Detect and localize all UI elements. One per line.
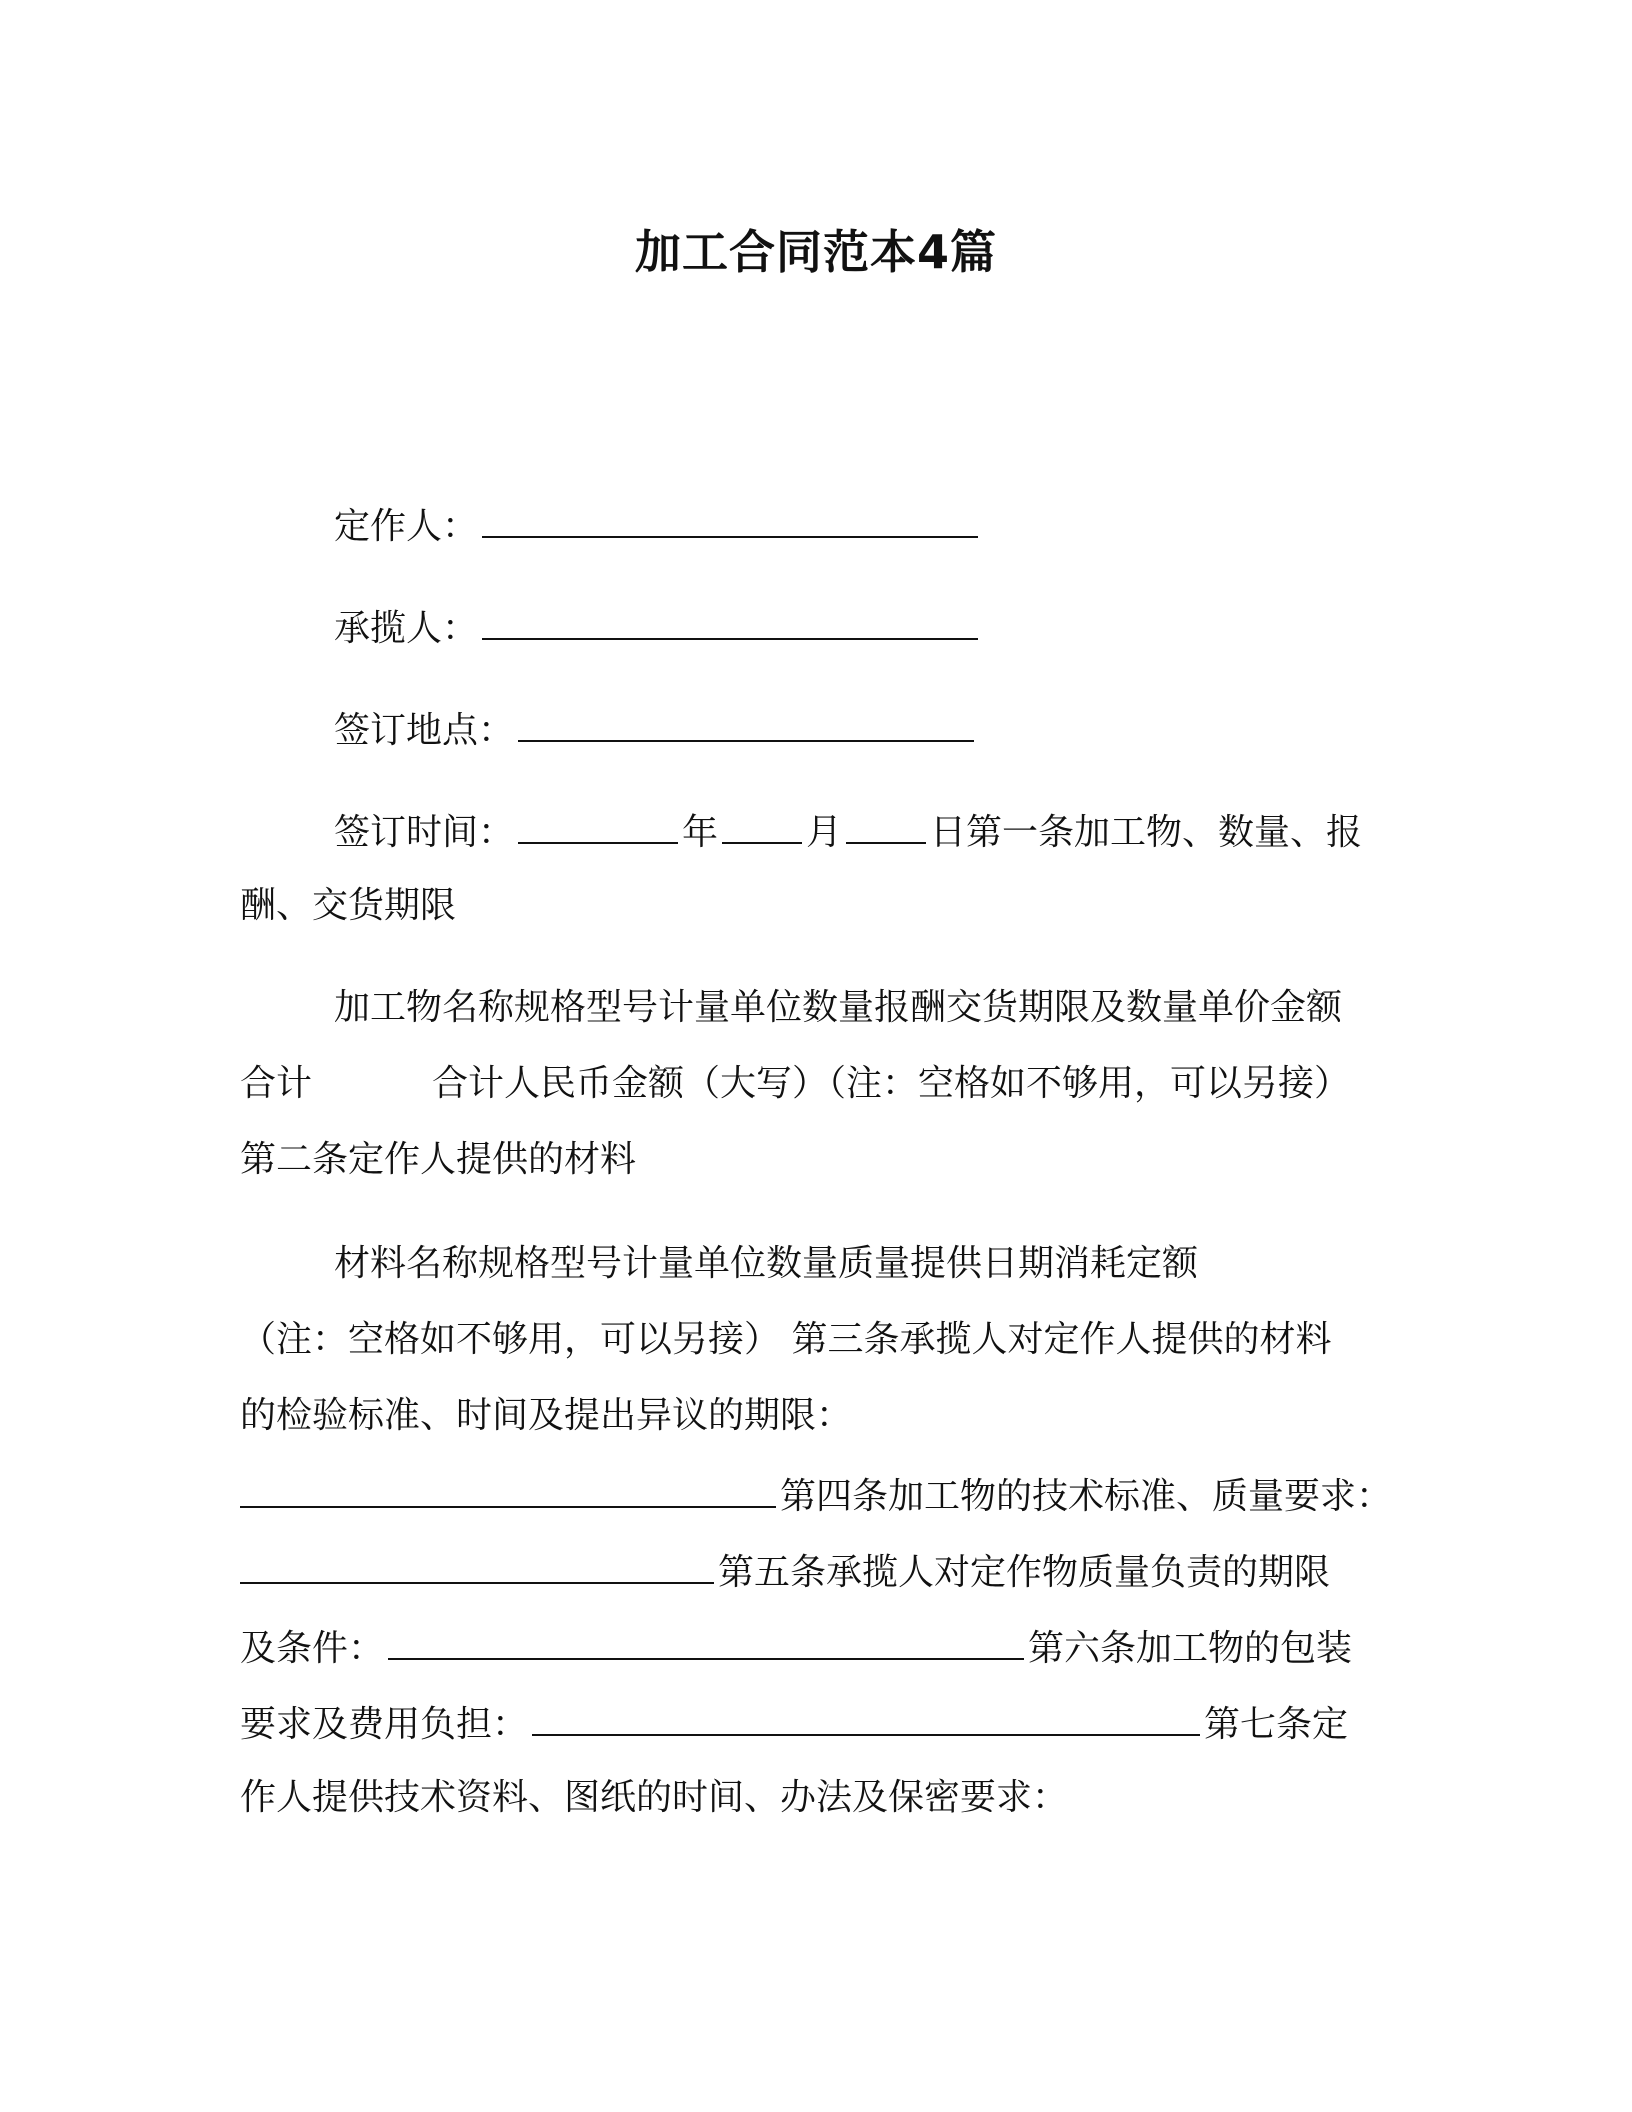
signing-time-label: 签订时间：	[334, 812, 515, 853]
p2-line7-label: 要求及费用负担：	[240, 1704, 529, 1745]
dingzuoren-blank[interactable]	[482, 500, 978, 538]
chenglanren-label: 承揽人：	[334, 608, 479, 649]
month-blank[interactable]	[722, 806, 802, 844]
p2-line6	[240, 1622, 1352, 1673]
chenglanren-blank[interactable]	[482, 602, 978, 640]
day-blank[interactable]	[846, 806, 926, 844]
document-title: 加工合同范本4篇	[634, 225, 997, 279]
p2-line6-label: 及条件：	[240, 1628, 385, 1669]
p2-line4	[240, 1470, 1392, 1521]
clause4-heading: 第四条加工物的技术标准、质量要求：	[780, 1476, 1393, 1517]
p2-line7	[240, 1698, 1348, 1749]
month-label: 月	[806, 812, 843, 853]
clause1-heading: 日第一条加工物、数量、报	[930, 812, 1363, 853]
field-dingzuoren	[334, 500, 982, 551]
p1-line3: 第二条定作人提供的材料	[240, 1139, 637, 1180]
p1-line1: 加工物名称规格型号计量单位数量报酬交货期限及数量单价金额	[334, 987, 1343, 1028]
year-label: 年	[682, 812, 719, 853]
clause6-heading: 第六条加工物的包装	[1028, 1628, 1353, 1669]
p1-line2	[240, 1060, 1350, 1108]
dingzuoren-label: 定作人：	[334, 506, 479, 547]
p1-line2-amount: 合计人民币金额（大写）（注：空格如不够用，可以另接）	[432, 1063, 1351, 1104]
p2-line8: 作人提供技术资料、图纸的时间、办法及保密要求：	[240, 1777, 1069, 1818]
p2-line5	[240, 1546, 1330, 1597]
field-signing-place	[334, 704, 978, 755]
field-chenglanren	[334, 602, 982, 653]
p2-line2: （注：空格如不够用，可以另接） 第三条承揽人对定作人提供的材料	[240, 1319, 1332, 1360]
clause7-heading: 第七条定	[1204, 1704, 1349, 1745]
p2-line1: 材料名称规格型号计量单位数量质量提供日期消耗定额	[334, 1243, 1199, 1284]
signing-place-blank[interactable]	[518, 704, 974, 742]
signing-place-label: 签订地点：	[334, 710, 515, 751]
year-blank[interactable]	[518, 806, 678, 844]
p1-line2-total: 合计	[240, 1063, 313, 1104]
clause1-continuation: 酬、交货期限	[240, 885, 457, 926]
field-signing-time	[334, 806, 1362, 857]
clause3-blank[interactable]	[240, 1470, 776, 1508]
clause4-blank[interactable]	[240, 1546, 714, 1584]
clause5-blank[interactable]	[388, 1622, 1024, 1660]
clause6-blank[interactable]	[532, 1698, 1200, 1736]
clause5-heading: 第五条承揽人对定作物质量负责的期限	[718, 1552, 1331, 1593]
p2-line3: 的检验标准、时间及提出异议的期限：	[240, 1395, 853, 1436]
